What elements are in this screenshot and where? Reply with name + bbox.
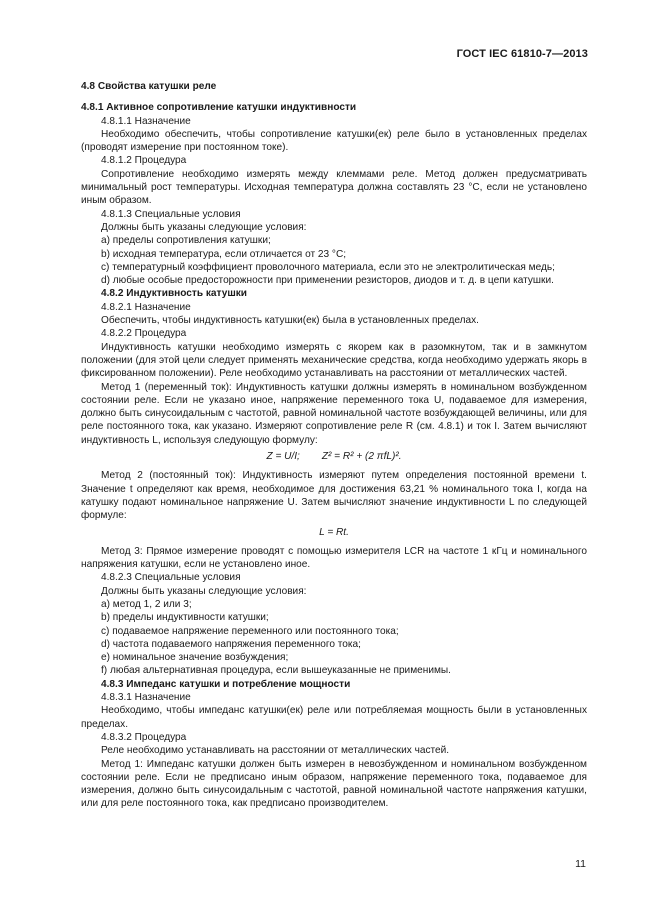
list-item-482-d: d) частота подаваемого напряжения переменного тока; [101, 638, 361, 650]
list-item-481-b: b) исходная температура, если отличается от 23 °С; [101, 248, 347, 260]
heading-4811: 4.8.1.1 Назначение [101, 115, 191, 127]
heading-4813: 4.8.1.3 Специальные условия [101, 208, 241, 220]
paragraph-4821: Обеспечить, чтобы индуктивность катушки(ек) была в установленных пределах. [101, 315, 479, 327]
paragraph-4822: Индуктивность катушки необходимо измерять с якорем как в разомкнутом, так и в замкнутом положении (для этой цели следует применять механические средства, когда необходимо удержать якорь в фиксированном положении). Реле необходимо устанавливать на расстоянии от металлических частей. [81, 341, 587, 380]
list-item-482-b: b) пределы индуктивности катушки; [101, 612, 269, 624]
paragraph-4832: Реле необходимо устанавливать на расстоянии от металлических частей. [101, 745, 450, 757]
method-1-paragraph: Метод 1 (переменный ток): Индуктивность катушки должны измерять в номинальном возбужденном состоянии реле. Если не указано иное, напряжение переменного тока U, подаваемое для измерения, должно быть синусоидальным с частотой, равной номинальной частоте возбуждающей величины, или для реле постоянного тока, как указано. Измеряют сопротивление реле R (см. 4.8.1) и ток I. Затем вычисляют индуктивность L, используя следующую формулу: [81, 381, 587, 446]
standard-code-header: ГОСТ IEC 61810-7—2013 [456, 48, 588, 60]
section-title: 4.8 Свойства катушки реле [81, 81, 217, 92]
subsection-481-title: 4.8.1 Активное сопротивление катушки индуктивности [81, 102, 357, 114]
list-item-482-a: a) метод 1, 2 или 3; [101, 598, 192, 610]
paragraph-4823-intro: Должны быть указаны следующие условия: [101, 585, 307, 597]
heading-4832: 4.8.3.2 Процедура [101, 731, 187, 743]
formula-inductance: L = Rt. [319, 526, 349, 538]
heading-4822: 4.8.2.2 Процедура [101, 328, 187, 340]
list-item-481-c: c) температурный коэффициент проволочного материала, если это не электролитическая медь; [101, 261, 555, 273]
subsection-483-title: 4.8.3 Импеданс катушки и потребление мощности [101, 678, 351, 690]
formula-impedance [81, 450, 587, 463]
heading-4812: 4.8.1.2 Процедура [101, 155, 187, 167]
method-3-paragraph: Метод 3: Прямое измерение проводят с помощью измерителя LCR на частоте 1 кГц и номинального напряжения катушки, если не установлено иное. [81, 545, 587, 571]
page-content [81, 80, 587, 811]
heading-4823: 4.8.2.3 Специальные условия [101, 572, 241, 584]
list-item-481-a: a) пределы сопротивления катушки; [101, 235, 271, 247]
page-number: 11 [575, 858, 586, 870]
list-item-482-c: c) подаваемое напряжение переменного или постоянного тока; [101, 625, 399, 637]
list-item-482-e: e) номинальное значение возбуждения; [101, 652, 289, 664]
formula-z-ui: Z = U/I; [266, 451, 300, 463]
paragraph-4813-intro: Должны быть указаны следующие условия: [101, 221, 307, 233]
method-2-paragraph: Метод 2 (постоянный ток): Индуктивность измеряют путем определения постоянной времени t. Значение t определяют как время, необходимое для достижения 63,21 % номинального тока I, когда на катушку подают номинальное напряжение U. Затем вычисляют значение индуктивности L по следующей формуле: [81, 470, 587, 522]
paragraph-4811: Необходимо обеспечить, чтобы сопротивление катушки(ек) реле было в установленных пределах (проводят измерение при постоянном токе). [81, 128, 587, 154]
subsection-482-title: 4.8.2 Индуктивность катушки [101, 288, 247, 300]
formula-z-squared: Z² = R² + (2 πfL)². [321, 451, 402, 463]
paragraph-4812: Сопротивление необходимо измерять между клеммами реле. Метод должен предусматривать минимальный рост температуры. Исходная температура должна составлять 23 °С, если не установлено иным образом. [81, 168, 587, 207]
heading-4831: 4.8.3.1 Назначение [101, 692, 191, 704]
heading-4821: 4.8.2.1 Назначение [101, 301, 191, 313]
list-item-482-f: f) любая альтернативная процедура, если вышеуказанные не применимы. [101, 665, 451, 677]
list-item-481-d: d) любые особые предосторожности при применении резисторов, диодов и т. д. в цепи катушки. [101, 275, 554, 287]
paragraph-4831: Необходимо, чтобы импеданс катушки(ек) реле или потребляемая мощность были в установленных пределах. [81, 705, 587, 730]
method-1-impedance-paragraph: Метод 1: Импеданс катушки должен быть измерен в невозбужденном и номинальном возбужденном состоянии реле. Если не предписано иным образом, напряжение переменного тока, подаваемое для измерения, должно быть синусоидальным с частотой, равной номинальной частоте напряжения катушки, или для реле постоянного тока, как предписано производителем. [81, 758, 587, 810]
